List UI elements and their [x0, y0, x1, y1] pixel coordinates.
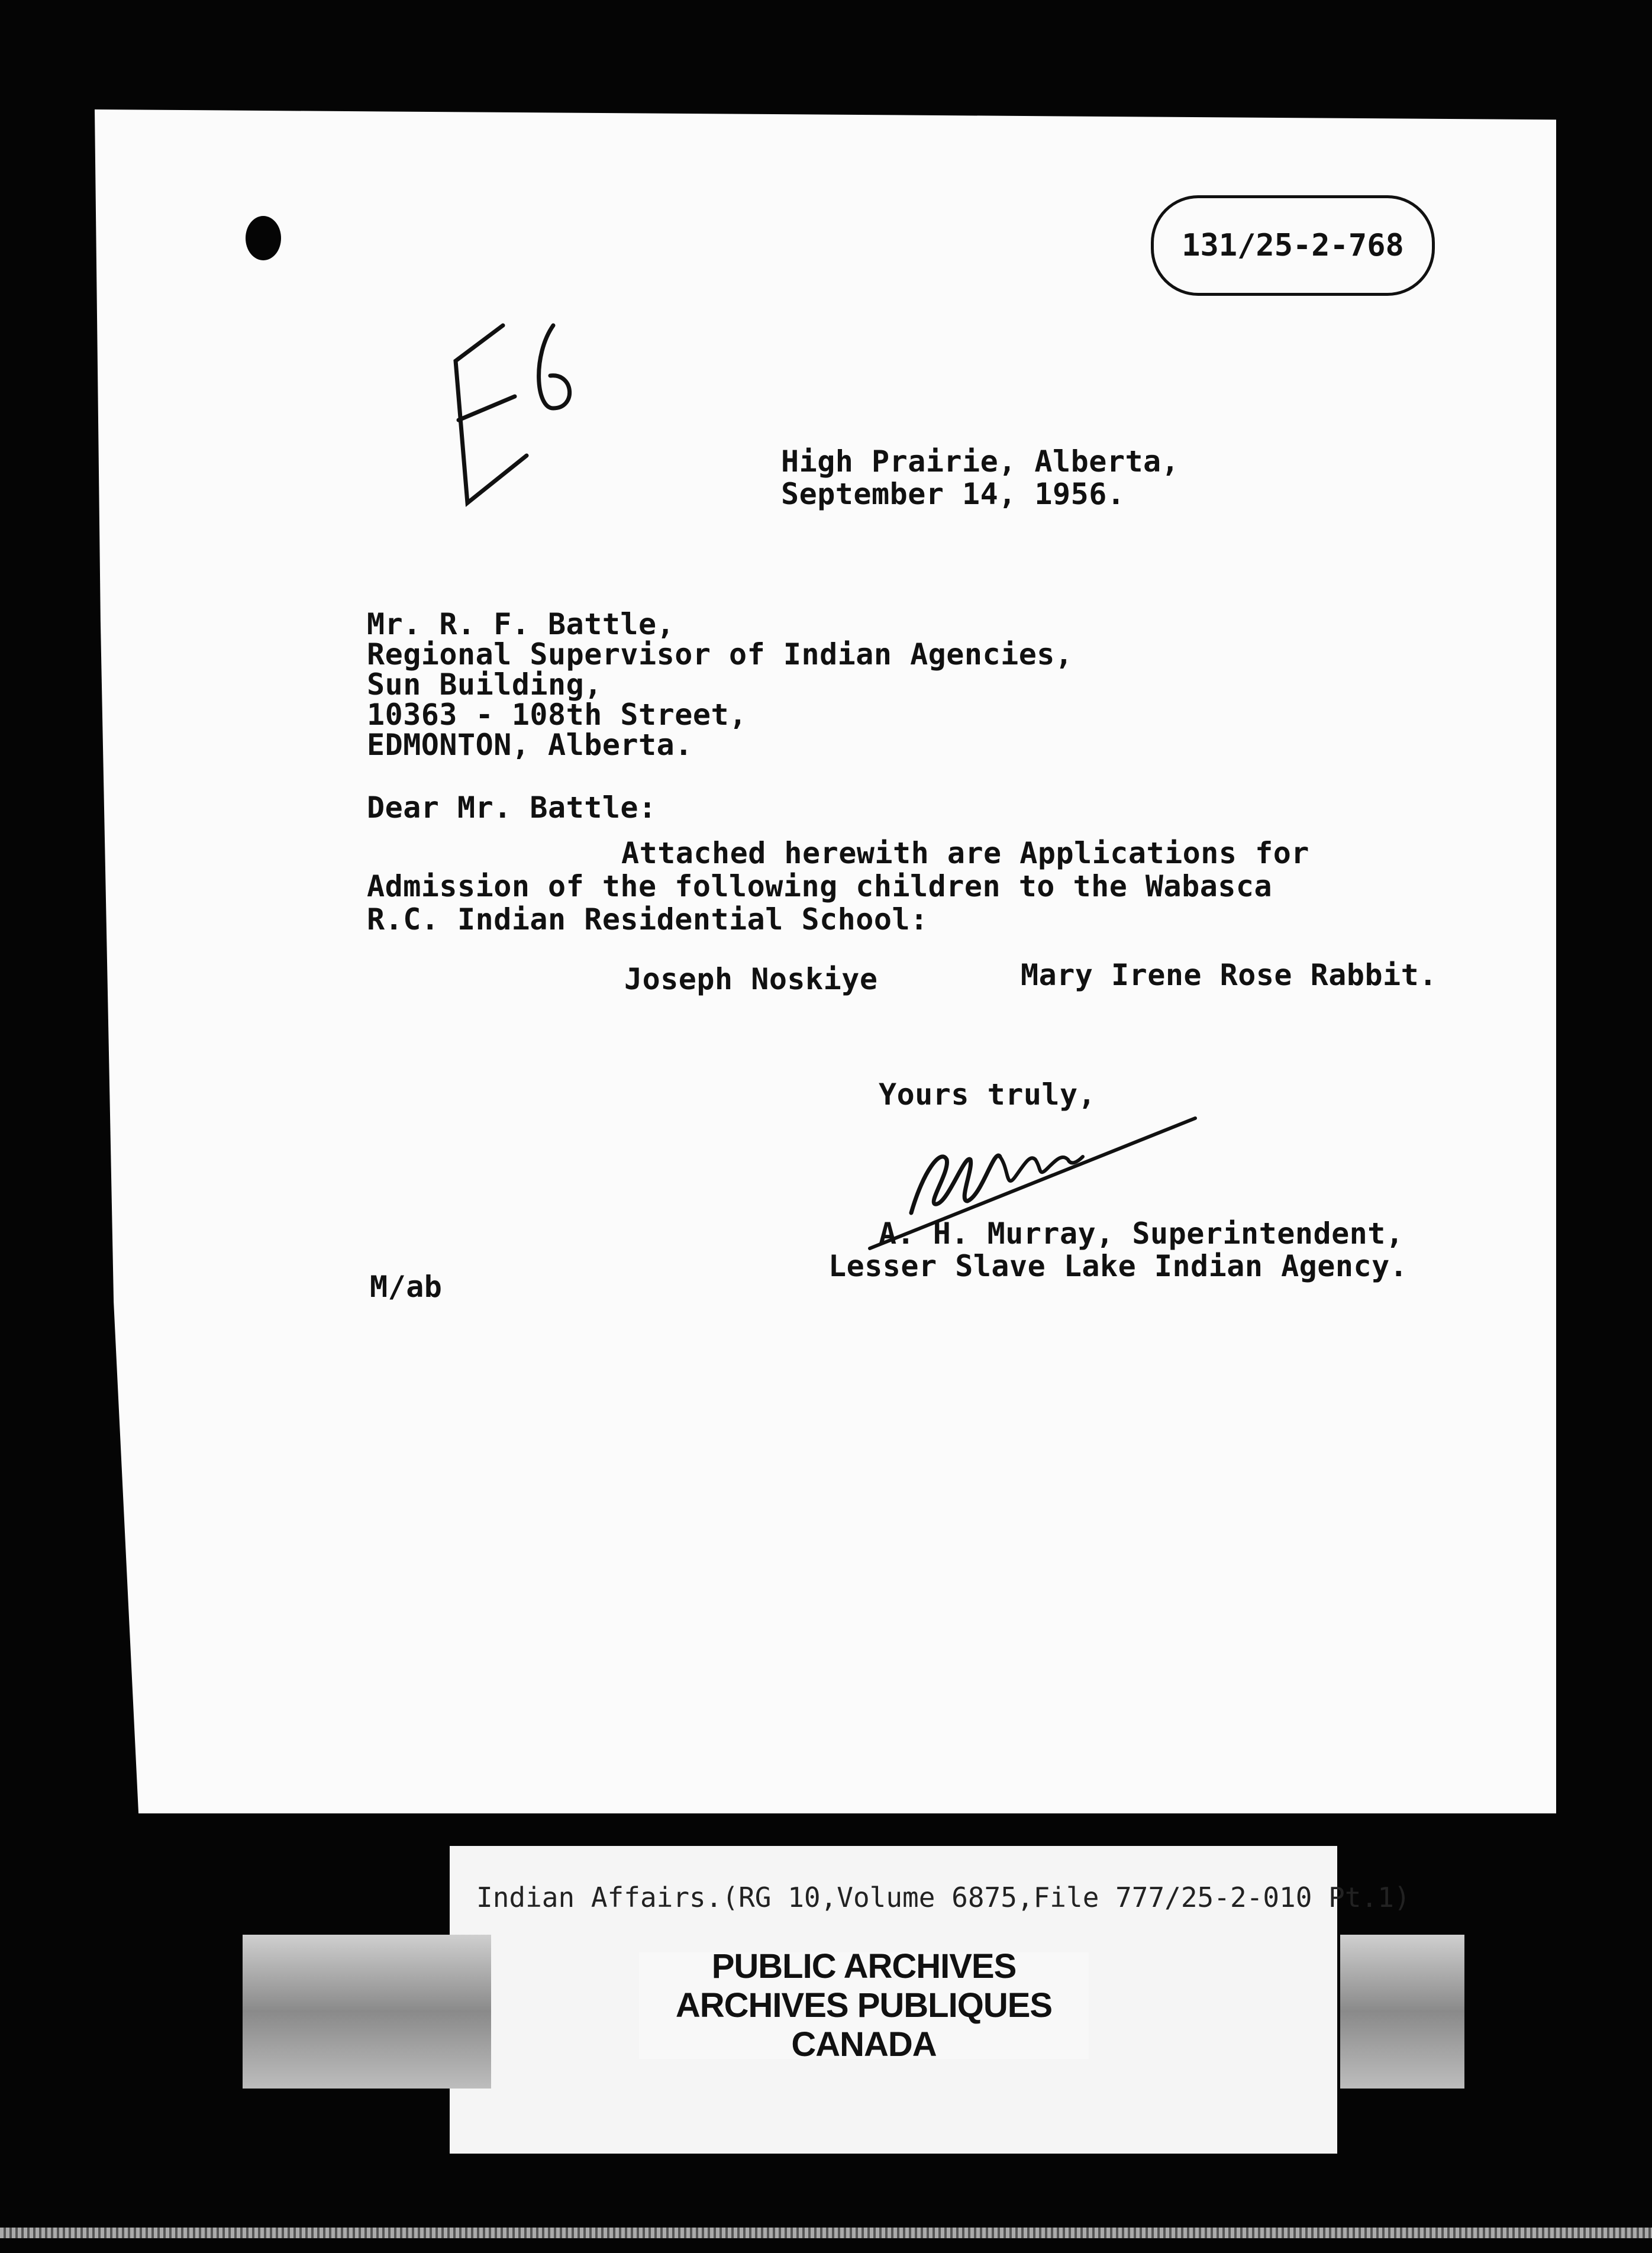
stamp-line-3: CANADA: [791, 2025, 937, 2064]
stamp-line-1: PUBLIC ARCHIVES: [711, 1947, 1017, 1986]
child-name-1: Joseph Noskiye: [624, 962, 878, 996]
tape-left: [243, 1935, 491, 2089]
signatory-agency: Lesser Slave Lake Indian Agency.: [828, 1249, 1408, 1283]
punch-hole: [246, 216, 281, 260]
recipient-city: EDMONTON, Alberta.: [367, 728, 693, 762]
archive-citation: Indian Affairs.(RG 10,Volume 6875,File 777/25-2-010 Pt.1): [476, 1881, 1411, 1913]
typist-initials: M/ab: [370, 1270, 443, 1304]
child-name-2: Mary Irene Rose Rabbit.: [1021, 958, 1437, 992]
archive-stamp: [639, 1947, 1089, 2064]
signatory-name: A. H. Murray, Superintendent,: [879, 1216, 1404, 1251]
file-reference: 131/25-2-768: [1151, 195, 1435, 296]
body-line-1: Attached herewith are Applications for: [621, 836, 1309, 870]
place-line: High Prairie, Alberta,: [781, 444, 1180, 479]
handwritten-mark-e6: [432, 308, 609, 509]
stamp-line-2: ARCHIVES PUBLIQUES: [675, 1986, 1053, 2025]
body-line-3: R.C. Indian Residential School:: [367, 902, 928, 937]
closing: Yours truly,: [879, 1077, 1096, 1112]
salutation: Dear Mr. Battle:: [367, 790, 657, 825]
tape-right: [1340, 1935, 1464, 2089]
recipient-building: Sun Building,: [367, 667, 602, 702]
film-edge: [0, 2228, 1652, 2238]
body-line-2: Admission of the following children to the Wabasca: [367, 869, 1273, 903]
recipient-street: 10363 - 108th Street,: [367, 698, 747, 732]
recipient-title: Regional Supervisor of Indian Agencies,: [367, 637, 1073, 672]
date-line: September 14, 1956.: [781, 477, 1125, 511]
recipient-name: Mr. R. F. Battle,: [367, 607, 675, 641]
